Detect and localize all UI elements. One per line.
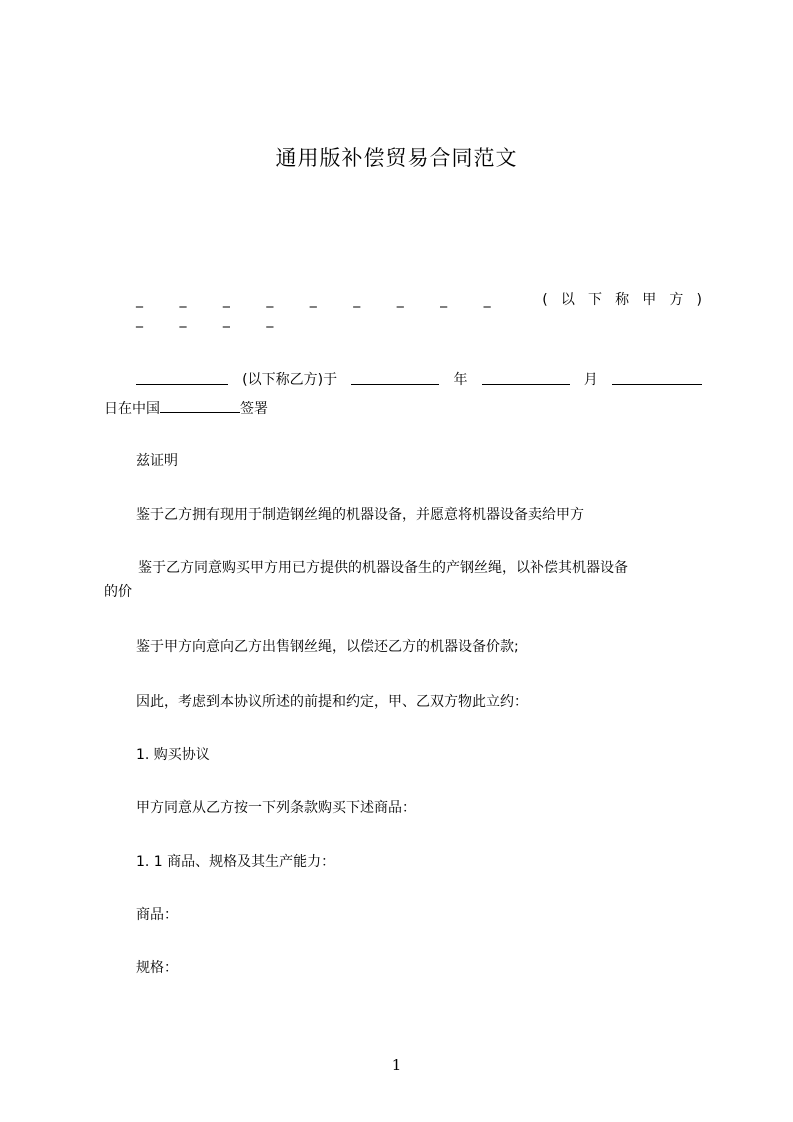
section-heading: 1. 购买协议 [136,747,210,763]
paragraph: 鉴于甲方向意向乙方出售钢丝绳，以偿还乙方的机器设备价款; [136,639,519,655]
party-a-char: 甲 [642,292,657,308]
year-blank [482,370,570,385]
paragraph: 兹证明 [136,453,178,469]
party-a-blank: _ _ _ _ _ _ _ _ _ _ _ _ _ [136,292,507,328]
paragraph-continued: 的价 [104,584,132,600]
party-a-line [136,290,702,330]
party-a-char: 方 [669,292,684,308]
party-a-char: 下 [588,292,603,308]
party-b-name-blank [136,370,228,385]
date-blank [351,370,439,385]
signing-suffix: 签署 [240,401,268,417]
party-b-label: (以下称乙方)于 [242,372,338,388]
signing-prefix: 日在中国 [104,401,160,417]
field-label: 商品： [136,907,178,923]
party-b-line [136,370,702,390]
party-a-char: 称 [615,292,630,308]
paragraph: 因此，考虑到本协议所述的前提和约定，甲、乙双方物此立约： [136,694,528,710]
year-label: 年 [453,372,468,388]
month-label: 月 [583,372,598,388]
party-a-label [542,290,702,330]
place-blank [160,398,240,413]
signing-line [104,398,268,419]
party-a-char: ) [696,292,702,308]
subsection-heading: 1. 1 商品、规格及其生产能力： [136,854,336,870]
month-blank [612,370,702,385]
party-a-char: 以 [560,292,575,308]
page-number: 1 [391,1056,402,1074]
field-label: 规格： [136,960,178,976]
document-title: 通用版补偿贸易合同范文 [275,146,518,170]
paragraph: 甲方同意从乙方按一下列条款购买下述商品： [136,800,416,816]
paragraph: 鉴于乙方同意购买甲方用已方提供的机器设备生的产钢丝绳，以补偿其机器设备 [138,560,628,576]
paragraph: 鉴于乙方拥有现用于制造钢丝绳的机器设备，并愿意将机器设备卖给甲方 [136,507,584,523]
party-a-char: ( [542,292,548,308]
